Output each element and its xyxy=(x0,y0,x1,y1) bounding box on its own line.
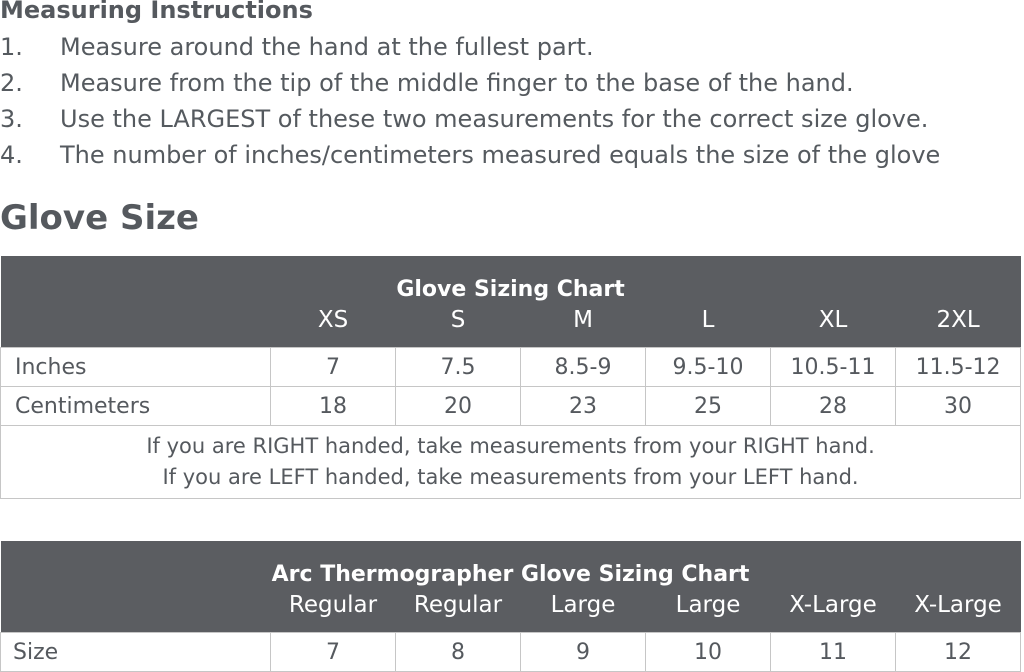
step-text: The number of inches/centimeters measured equals the size of the glove xyxy=(60,141,941,169)
step-text: Measure around the hand at the fullest part. xyxy=(60,33,594,61)
table-cell: 30 xyxy=(896,387,1021,426)
column-header: XS xyxy=(271,304,396,348)
table-cell: 9.5-10 xyxy=(646,348,771,387)
table-cell: 11 xyxy=(771,633,896,672)
step-number: 3. xyxy=(0,105,23,133)
note-line: If you are RIGHT handed, take measurements from your RIGHT hand. xyxy=(146,434,875,458)
column-header: XL xyxy=(771,304,896,348)
column-header: M xyxy=(521,304,646,348)
table-cell: 28 xyxy=(771,387,896,426)
table-cell: 7 xyxy=(271,348,396,387)
table-cell: 8.5-9 xyxy=(521,348,646,387)
table-cell: 7 xyxy=(271,633,396,672)
column-header: S xyxy=(396,304,521,348)
measuring-instructions-heading: Measuring Instructions xyxy=(0,0,313,24)
column-header: L xyxy=(646,304,771,348)
table-cell: 11.5-12 xyxy=(896,348,1021,387)
handedness-note xyxy=(1,426,1021,499)
row-label: Size xyxy=(1,633,271,672)
step-text: Measure from the tip of the middle finger to the base of the hand. xyxy=(60,69,854,97)
column-header xyxy=(1,304,271,348)
column-header xyxy=(1,589,271,633)
step-number: 4. xyxy=(0,141,23,169)
instruction-list xyxy=(0,30,1024,174)
table-cell: 18 xyxy=(271,387,396,426)
chart-title: Glove Sizing Chart xyxy=(1,256,1021,304)
glove-sizing-chart xyxy=(0,256,1021,499)
table-cell: 23 xyxy=(521,387,646,426)
table-row xyxy=(1,426,1021,499)
row-label: Inches xyxy=(1,348,271,387)
table-row xyxy=(1,633,1021,672)
column-header: Regular xyxy=(396,589,521,633)
instruction-step xyxy=(0,102,1024,138)
instruction-step xyxy=(0,66,1024,102)
column-header: 2XL xyxy=(896,304,1021,348)
table-cell: 7.5 xyxy=(396,348,521,387)
table-cell: 8 xyxy=(396,633,521,672)
step-text: Use the LARGEST of these two measurements for the correct size glove. xyxy=(60,105,929,133)
column-header: X-Large xyxy=(771,589,896,633)
table-row xyxy=(1,387,1021,426)
column-header: Large xyxy=(646,589,771,633)
step-number: 1. xyxy=(0,33,23,61)
glove-size-heading: Glove Size xyxy=(0,198,199,238)
table-cell: 10.5-11 xyxy=(771,348,896,387)
column-header: Regular xyxy=(271,589,396,633)
table-cell: 12 xyxy=(896,633,1021,672)
step-number: 2. xyxy=(0,69,23,97)
table-cell: 10 xyxy=(646,633,771,672)
table-cell: 9 xyxy=(521,633,646,672)
instruction-step xyxy=(0,30,1024,66)
column-header: Large xyxy=(521,589,646,633)
row-label: Centimeters xyxy=(1,387,271,426)
table-cell: 25 xyxy=(646,387,771,426)
table-cell: 20 xyxy=(396,387,521,426)
instruction-step xyxy=(0,138,1024,174)
table-row xyxy=(1,348,1021,387)
note-line: If you are LEFT handed, take measurements from your LEFT hand. xyxy=(162,465,859,489)
chart-title: Arc Thermographer Glove Sizing Chart xyxy=(1,541,1021,589)
column-header: X-Large xyxy=(896,589,1021,633)
arc-thermographer-sizing-chart xyxy=(0,541,1021,672)
